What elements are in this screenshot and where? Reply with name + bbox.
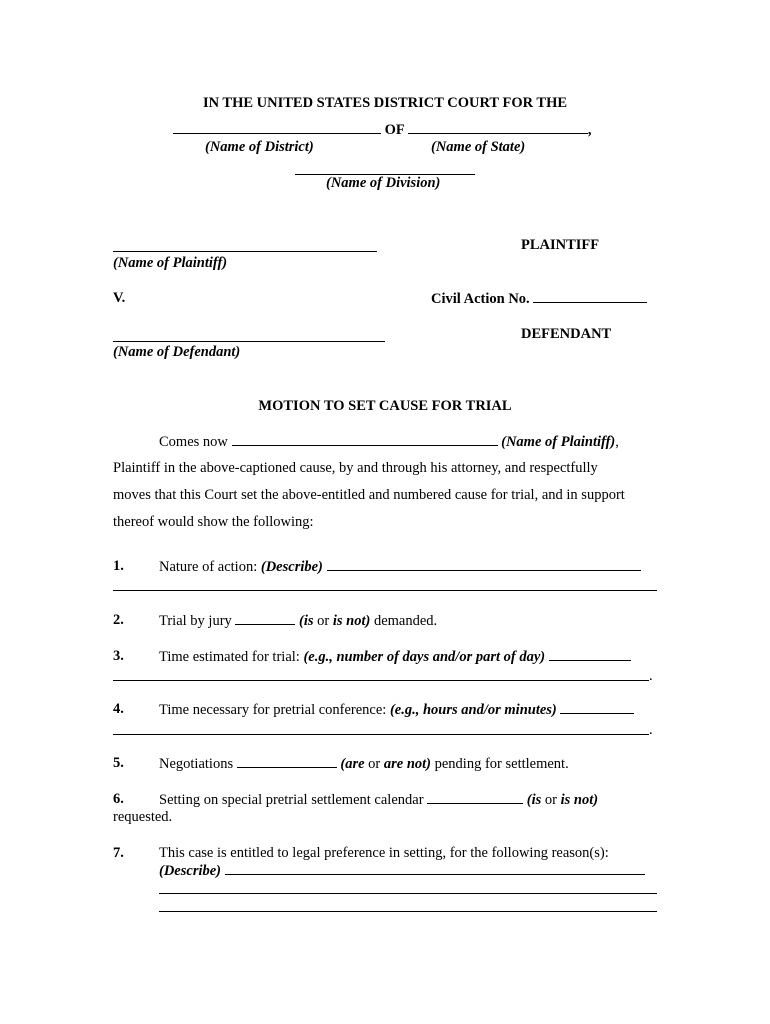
item-6-number: 6. [113, 791, 124, 807]
item-6-or: or [544, 792, 557, 808]
intro-comma: , [615, 434, 619, 450]
item-2-number: 2. [113, 612, 124, 628]
intro-plaintiff-blank[interactable] [232, 434, 498, 446]
district-label: (Name of District) [205, 139, 314, 155]
plaintiff-title: PLAINTIFF [521, 237, 600, 253]
defendant-blank[interactable] [113, 341, 385, 342]
item-7-blank-line-2[interactable] [159, 893, 657, 894]
intro-line-2: Plaintiff in the above-captioned cause, by and through his attorney, and respectfully [113, 460, 598, 476]
intro-line-1 [159, 434, 619, 450]
item-5-text: Negotiations [159, 756, 234, 772]
item-4-period: . [649, 722, 653, 738]
item-2-tail: demanded. [373, 613, 438, 629]
item-1-line [159, 559, 641, 575]
item-5-blank[interactable] [237, 756, 337, 768]
item-1-text: Nature of action: [159, 559, 258, 575]
item-1-number: 1. [113, 558, 124, 574]
state-label: (Name of State) [431, 139, 526, 155]
item-7-hint: (Describe) [159, 863, 222, 879]
item-3-text: Time estimated for trial: [159, 649, 300, 665]
civil-action-blank[interactable] [533, 291, 647, 303]
item-4-text: Time necessary for pretrial conference: [159, 702, 387, 718]
district-state-line [173, 122, 591, 138]
item-5-line [159, 756, 569, 772]
versus: V. [113, 290, 126, 306]
item-2-text: Trial by jury [159, 613, 232, 629]
item-4-number: 4. [113, 701, 124, 717]
state-blank[interactable] [408, 122, 588, 134]
district-blank[interactable] [173, 122, 381, 134]
item-2-opt2: is not) [332, 613, 371, 629]
item-2-or: or [317, 613, 330, 629]
item-6-opt2: is not) [560, 792, 599, 808]
item-5-opt1: (are [340, 756, 365, 772]
item-6-blank[interactable] [427, 792, 523, 804]
item-3-number: 3. [113, 648, 124, 664]
item-5-opt2: are not) [383, 756, 431, 772]
item-5-number: 5. [113, 755, 124, 771]
item-2-opt1: (is [299, 613, 314, 629]
item-6-text: Setting on special pretrial settlement calendar [159, 792, 424, 808]
item-7-blank-line-3[interactable] [159, 911, 657, 912]
item-4-blank-line-2[interactable] [113, 734, 649, 735]
motion-title: MOTION TO SET CAUSE FOR TRIAL [258, 398, 512, 414]
defendant-label: (Name of Defendant) [113, 344, 241, 360]
item-1-blank[interactable] [327, 559, 641, 571]
item-7-text: This case is entitled to legal preference in setting, for the following reason(s): [159, 845, 609, 861]
item-4-hint: (e.g., hours and/or minutes) [389, 702, 557, 718]
of-word: OF [384, 122, 405, 138]
item-4-blank[interactable] [560, 702, 634, 714]
item-7-number: 7. [113, 845, 124, 861]
item-7-hint-line [159, 863, 645, 879]
item-6-line [159, 792, 598, 808]
item-4-line [159, 702, 634, 718]
intro-line-3: moves that this Court set the above-entitled and numbered cause for trial, and in support [113, 487, 625, 503]
plaintiff-blank[interactable] [113, 251, 377, 252]
intro-start: Comes now [159, 434, 228, 450]
state-comma: , [587, 122, 592, 138]
intro-line-4: thereof would show the following: [113, 514, 314, 530]
intro-plaintiff-label: (Name of Plaintiff) [501, 434, 616, 450]
item-1-blank-line-2[interactable] [113, 590, 657, 591]
item-5-tail: pending for settlement. [434, 756, 569, 772]
item-7-blank[interactable] [225, 863, 645, 875]
court-heading: IN THE UNITED STATES DISTRICT COURT FOR THE [202, 95, 568, 111]
item-3-line [159, 649, 631, 665]
item-6-opt1: (is [526, 792, 542, 808]
plaintiff-label: (Name of Plaintiff) [113, 255, 228, 271]
item-3-blank-line-2[interactable] [113, 680, 649, 681]
item-1-hint: (Describe) [260, 559, 323, 575]
item-5-or: or [368, 756, 381, 772]
item-2-line [159, 613, 437, 629]
civil-action-line [431, 291, 647, 307]
item-3-period: . [649, 668, 653, 684]
civil-action-label: Civil Action No. [431, 291, 530, 307]
item-6-tail: requested. [113, 809, 173, 825]
item-3-hint: (e.g., number of days and/or part of day) [303, 649, 546, 665]
item-3-blank[interactable] [549, 649, 631, 661]
defendant-title: DEFENDANT [521, 326, 612, 342]
item-2-blank[interactable] [235, 613, 295, 625]
division-label: (Name of Division) [326, 175, 441, 191]
